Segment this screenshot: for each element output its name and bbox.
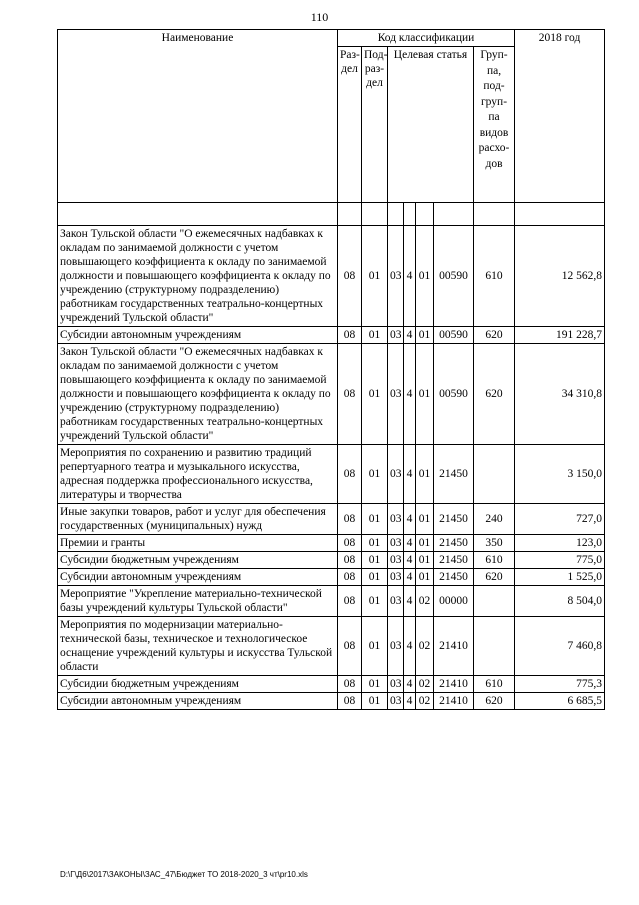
cell-name: Субсидии автономным учреждениям: [58, 693, 338, 710]
cell-sum: 7 460,8: [515, 617, 605, 676]
cell-vr: [474, 445, 515, 504]
cell-sum: 12 562,8: [515, 226, 605, 327]
cell-t2: 4: [404, 327, 416, 344]
table-row: [58, 617, 605, 676]
cell-t2: 4: [404, 569, 416, 586]
cell-t2: 4: [404, 344, 416, 445]
cell-t3: 01: [416, 504, 434, 535]
cell-t2: 4: [404, 504, 416, 535]
cell-rz: 08: [338, 504, 362, 535]
page-number: 110: [310, 10, 329, 24]
cell-rz: 08: [338, 569, 362, 586]
cell-rz: 08: [338, 226, 362, 327]
cell-vr: 610: [474, 226, 515, 327]
cell-vr: 620: [474, 693, 515, 710]
header-code: Код классификации: [338, 30, 515, 47]
cell-vr: 610: [474, 552, 515, 569]
cell-t1: 03: [388, 445, 404, 504]
cell-pr: 01: [362, 504, 388, 535]
cell-rz: 08: [338, 327, 362, 344]
cell-sum: 34 310,8: [515, 344, 605, 445]
header-expense-group: Груп- па, под- груп- па видов расхо- дов: [474, 47, 515, 203]
cell-rz: 08: [338, 535, 362, 552]
cell-vr: 350: [474, 535, 515, 552]
table-row: [58, 327, 605, 344]
cell-t4: 21410: [434, 676, 474, 693]
cell-t4: 21410: [434, 693, 474, 710]
cell-t4: 00590: [434, 344, 474, 445]
cell-t2: 4: [404, 617, 416, 676]
header-year: 2018 год: [515, 30, 605, 203]
cell-sum: 775,0: [515, 552, 605, 569]
cell-pr: 01: [362, 226, 388, 327]
cell-t1: 03: [388, 504, 404, 535]
cell-vr: 620: [474, 569, 515, 586]
cell-sum: 8 504,0: [515, 586, 605, 617]
cell-vr: 240: [474, 504, 515, 535]
cell-t4: 21450: [434, 535, 474, 552]
cell-pr: 01: [362, 676, 388, 693]
cell-t2: 4: [404, 445, 416, 504]
table-row: [58, 504, 605, 535]
cell-pr: 01: [362, 535, 388, 552]
cell-rz: 08: [338, 676, 362, 693]
cell-t1: 03: [388, 617, 404, 676]
cell-t1: 03: [388, 586, 404, 617]
cell-name: Субсидии бюджетным учреждениям: [58, 552, 338, 569]
table-row: [58, 569, 605, 586]
cell-pr: 01: [362, 327, 388, 344]
cell-vr: [474, 586, 515, 617]
cell-vr: 610: [474, 676, 515, 693]
cell-t2: 4: [404, 226, 416, 327]
cell-t1: 03: [388, 327, 404, 344]
cell-rz: 08: [338, 552, 362, 569]
cell-t2: 4: [404, 552, 416, 569]
cell-t3: 01: [416, 327, 434, 344]
cell-rz: 08: [338, 344, 362, 445]
table-row: [58, 226, 605, 327]
cell-t4: 21410: [434, 617, 474, 676]
cell-t3: 01: [416, 552, 434, 569]
cell-t2: 4: [404, 693, 416, 710]
cell-sum: 3 150,0: [515, 445, 605, 504]
cell-t4: 21450: [434, 445, 474, 504]
cell-t1: 03: [388, 569, 404, 586]
cell-t2: 4: [404, 676, 416, 693]
cell-name: Субсидии автономным учреждениям: [58, 327, 338, 344]
budget-table: [57, 29, 605, 710]
cell-t1: 03: [388, 552, 404, 569]
cell-name: Закон Тульской области "О ежемесячных надбавках к окладам по занимаемой должности с учетом повышающего коэффициента к окладу по занимаемой должности и повышающего коэффициента к окладу по учреждению (структурному подразделению) работникам государственных театрально-концертных учреждений Тульской области": [58, 226, 338, 327]
header-name: Наименование: [58, 30, 338, 203]
cell-name: Премии и гранты: [58, 535, 338, 552]
cell-sum: 727,0: [515, 504, 605, 535]
cell-name: Иные закупки товаров, работ и услуг для обеспечения государственных (муниципальных) нужд: [58, 504, 338, 535]
cell-pr: 01: [362, 569, 388, 586]
cell-pr: 01: [362, 617, 388, 676]
spacer-row: [58, 203, 605, 226]
cell-t3: 02: [416, 693, 434, 710]
cell-sum: 6 685,5: [515, 693, 605, 710]
header-section: Раз- дел: [338, 47, 362, 203]
cell-vr: 620: [474, 344, 515, 445]
cell-name: Субсидии автономным учреждениям: [58, 569, 338, 586]
cell-t1: 03: [388, 535, 404, 552]
cell-t3: 01: [416, 226, 434, 327]
cell-pr: 01: [362, 445, 388, 504]
cell-t1: 03: [388, 344, 404, 445]
cell-name: Мероприятия по модернизации материально-технической базы, техническое и технологическое оснащение учреждений культуры и искусства Тульской области: [58, 617, 338, 676]
cell-sum: 191 228,7: [515, 327, 605, 344]
cell-t3: 01: [416, 535, 434, 552]
cell-t1: 03: [388, 226, 404, 327]
cell-t4: 00590: [434, 327, 474, 344]
cell-pr: 01: [362, 586, 388, 617]
cell-pr: 01: [362, 344, 388, 445]
table-row: [58, 535, 605, 552]
cell-t1: 03: [388, 676, 404, 693]
cell-t3: 01: [416, 445, 434, 504]
cell-sum: 775,3: [515, 676, 605, 693]
cell-t4: 21450: [434, 504, 474, 535]
header-subsection: Под- раз- дел: [362, 47, 388, 203]
cell-t2: 4: [404, 535, 416, 552]
cell-pr: 01: [362, 552, 388, 569]
cell-t3: 02: [416, 617, 434, 676]
cell-vr: 620: [474, 327, 515, 344]
cell-t3: 01: [416, 569, 434, 586]
cell-t4: 21450: [434, 569, 474, 586]
table-row: [58, 445, 605, 504]
cell-vr: [474, 617, 515, 676]
cell-name: Закон Тульской области "О ежемесячных надбавках к окладам по занимаемой должности с учетом повышающего коэффициента к окладу по занимаемой должности и повышающего коэффициента к окладу по учреждению (структурному подразделению) работникам государственных театрально-концертных учреждений Тульской области": [58, 344, 338, 445]
cell-t3: 02: [416, 586, 434, 617]
cell-pr: 01: [362, 693, 388, 710]
cell-sum: 123,0: [515, 535, 605, 552]
cell-rz: 08: [338, 445, 362, 504]
cell-name: Мероприятия по сохранению и развитию традиций репертуарного театра и музыкального искусства, адресная поддержка профессионального искусства, литературы и творчества: [58, 445, 338, 504]
cell-t4: 21450: [434, 552, 474, 569]
cell-t4: 00590: [434, 226, 474, 327]
cell-t3: 01: [416, 344, 434, 445]
file-path-footer: D:\Г\Д6\2017\ЗАКОНЫ\ЗАС_47\Бюджет ТО 2018-2020_3 чт\pr10.xls: [60, 870, 308, 879]
cell-sum: 1 525,0: [515, 569, 605, 586]
header-target: Целевая статья: [388, 47, 474, 203]
cell-t1: 03: [388, 693, 404, 710]
cell-rz: 08: [338, 693, 362, 710]
cell-rz: 08: [338, 617, 362, 676]
table-row: [58, 676, 605, 693]
cell-name: Мероприятие "Укрепление материально-технической базы учреждений культуры Тульской области": [58, 586, 338, 617]
header-row-top: [58, 30, 605, 47]
table-row: [58, 586, 605, 617]
table-row: [58, 344, 605, 445]
cell-t2: 4: [404, 586, 416, 617]
cell-rz: 08: [338, 586, 362, 617]
cell-t4: 00000: [434, 586, 474, 617]
cell-name: Субсидии бюджетным учреждениям: [58, 676, 338, 693]
table-row: [58, 552, 605, 569]
cell-t3: 02: [416, 676, 434, 693]
table-row: [58, 693, 605, 710]
